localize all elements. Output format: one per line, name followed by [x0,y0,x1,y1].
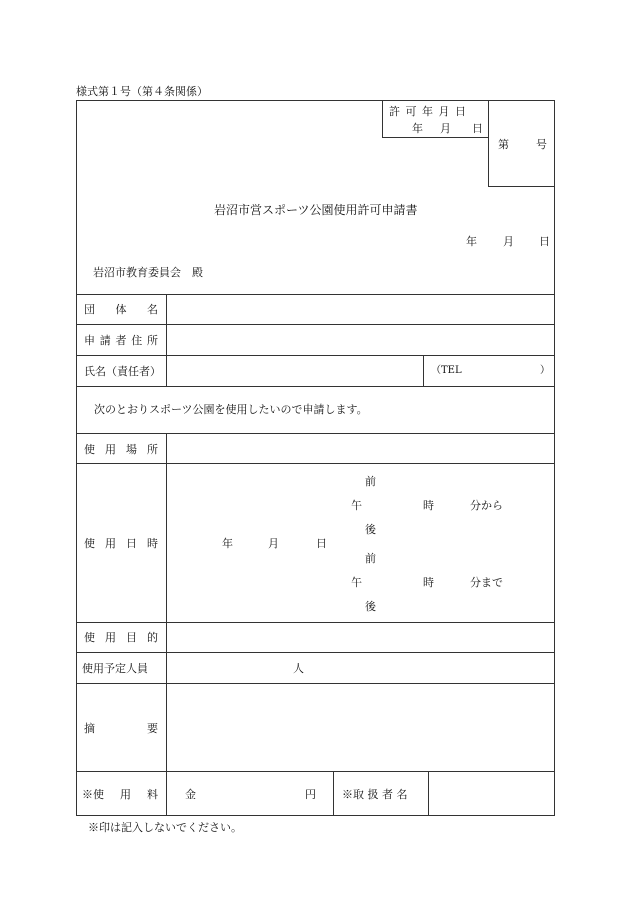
application-day: 日 [539,235,550,248]
use-year: 年 [222,537,233,550]
place-label: 使 用 場 所 [84,443,158,456]
datetime-label: 使 用 日 時 [84,537,158,550]
summary-label: 摘 要 [84,722,158,735]
end-pm-mark: 後 [365,600,376,613]
start-hour: 時 [423,499,434,512]
tel-open: （TEL [431,365,462,376]
planned-people-field[interactable] [167,653,554,683]
handler-label: ※取 扱 者 名 [342,788,408,801]
form-number: 様式第１号（第４条関係） [76,85,208,98]
addressee: 岩沼市教育委員会 殿 [93,266,203,279]
rule-10 [76,771,555,772]
request-statement: 次のとおりスポーツ公園を使用したいので申請します。 [94,403,368,416]
people-unit: 人 [293,662,304,675]
application-year: 年 [466,235,477,248]
use-day: 日 [316,537,327,550]
applicant-address-field[interactable] [167,325,554,355]
rule-4 [76,386,555,387]
purpose-field[interactable] [167,623,554,652]
start-pm-mark: 後 [365,523,376,536]
applicant-address-label: 申 請 者 住 所 [84,334,158,347]
group-name-label: 団 体 名 [84,303,158,316]
application-month: 月 [503,235,514,248]
fee-prefix: 金 [185,788,196,801]
form-title: 岩沼市営スポーツ公園使用許可申請書 [214,203,418,217]
end-hour: 時 [423,576,434,589]
footnote: ※印は記入しないでください。 [88,821,242,834]
tel-close: ） [540,365,550,376]
fee-unit: 円 [305,788,316,801]
summary-field[interactable] [167,684,554,771]
fee-label: ※使 用 料 [82,788,158,801]
place-field[interactable] [167,434,554,463]
end-noon-mark: 午 [351,576,362,589]
tel-divider [423,355,424,386]
purpose-label: 使 用 目 的 [84,631,158,644]
tel-field[interactable] [458,356,538,386]
name-label: 氏名（責任者） [84,365,161,378]
permit-date-label: 許 可 年 月 日 [389,105,467,118]
start-minute: 分から [470,499,503,512]
use-month: 月 [268,537,279,550]
planned-people-label: 使用予定人員 [82,662,148,675]
start-noon-mark: 午 [351,499,362,512]
end-am-mark: 前 [365,552,376,565]
fee-divider [333,771,334,816]
permit-number-prefix: 第 [498,138,509,151]
permit-number-suffix: 号 [536,138,547,151]
start-am-mark: 前 [365,475,376,488]
group-name-field[interactable] [167,295,554,324]
permit-month: 月 [440,122,451,135]
permit-day: 日 [472,122,483,135]
rule-6 [76,463,555,464]
name-field[interactable] [167,356,423,386]
end-minute: 分まで [470,576,503,589]
handler-divider [428,771,429,816]
permit-year: 年 [412,122,423,135]
